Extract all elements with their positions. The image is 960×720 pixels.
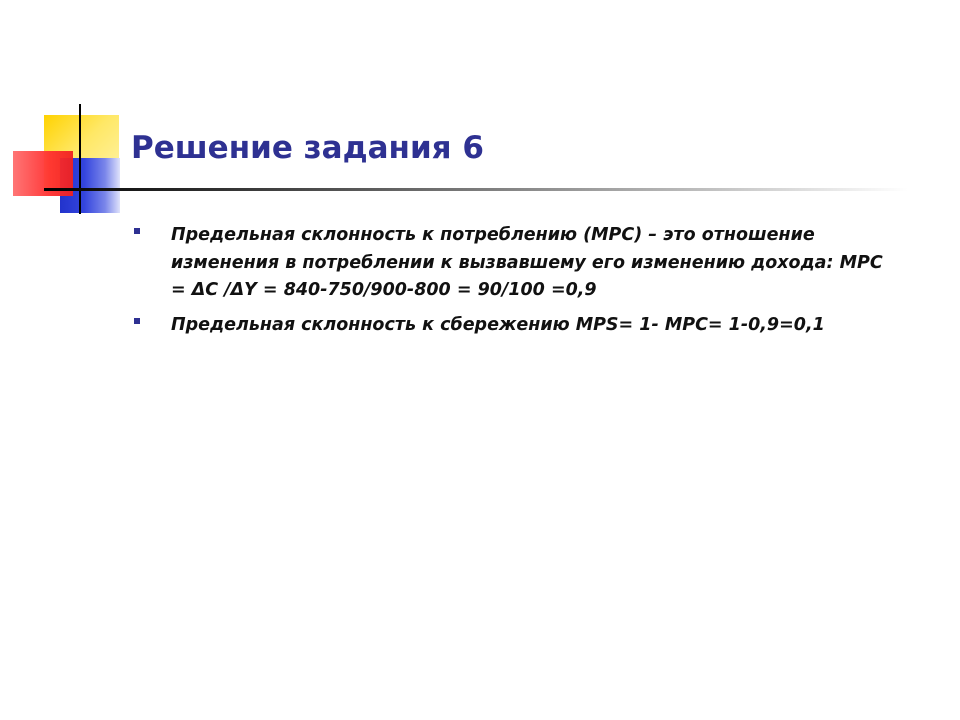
- red-square-decoration: [13, 151, 73, 196]
- blue-square-decoration: [60, 158, 120, 213]
- vertical-divider-line: [79, 104, 81, 214]
- slide-title: Решение задания 6: [131, 130, 484, 166]
- square-bullet-icon: [134, 228, 140, 234]
- title-underline: [44, 188, 908, 191]
- yellow-square-decoration: [44, 115, 119, 190]
- square-bullet-icon: [134, 318, 140, 324]
- bullet-list: [131, 222, 891, 346]
- bullet-item-mpc: [131, 222, 891, 305]
- bullet-text: Предельная склонность к потреблению (МРС) – это отношение изменения в потреблении к вызвавшему его изменению дохода: МРС = ΔС /ΔY = 840-750/900-800 = 90/100 =0,9: [171, 225, 883, 300]
- bullet-item-mps: [131, 312, 891, 340]
- bullet-text: Предельная склонность к сбережению MPS= 1- МРС= 1-0,9=0,1: [171, 314, 825, 335]
